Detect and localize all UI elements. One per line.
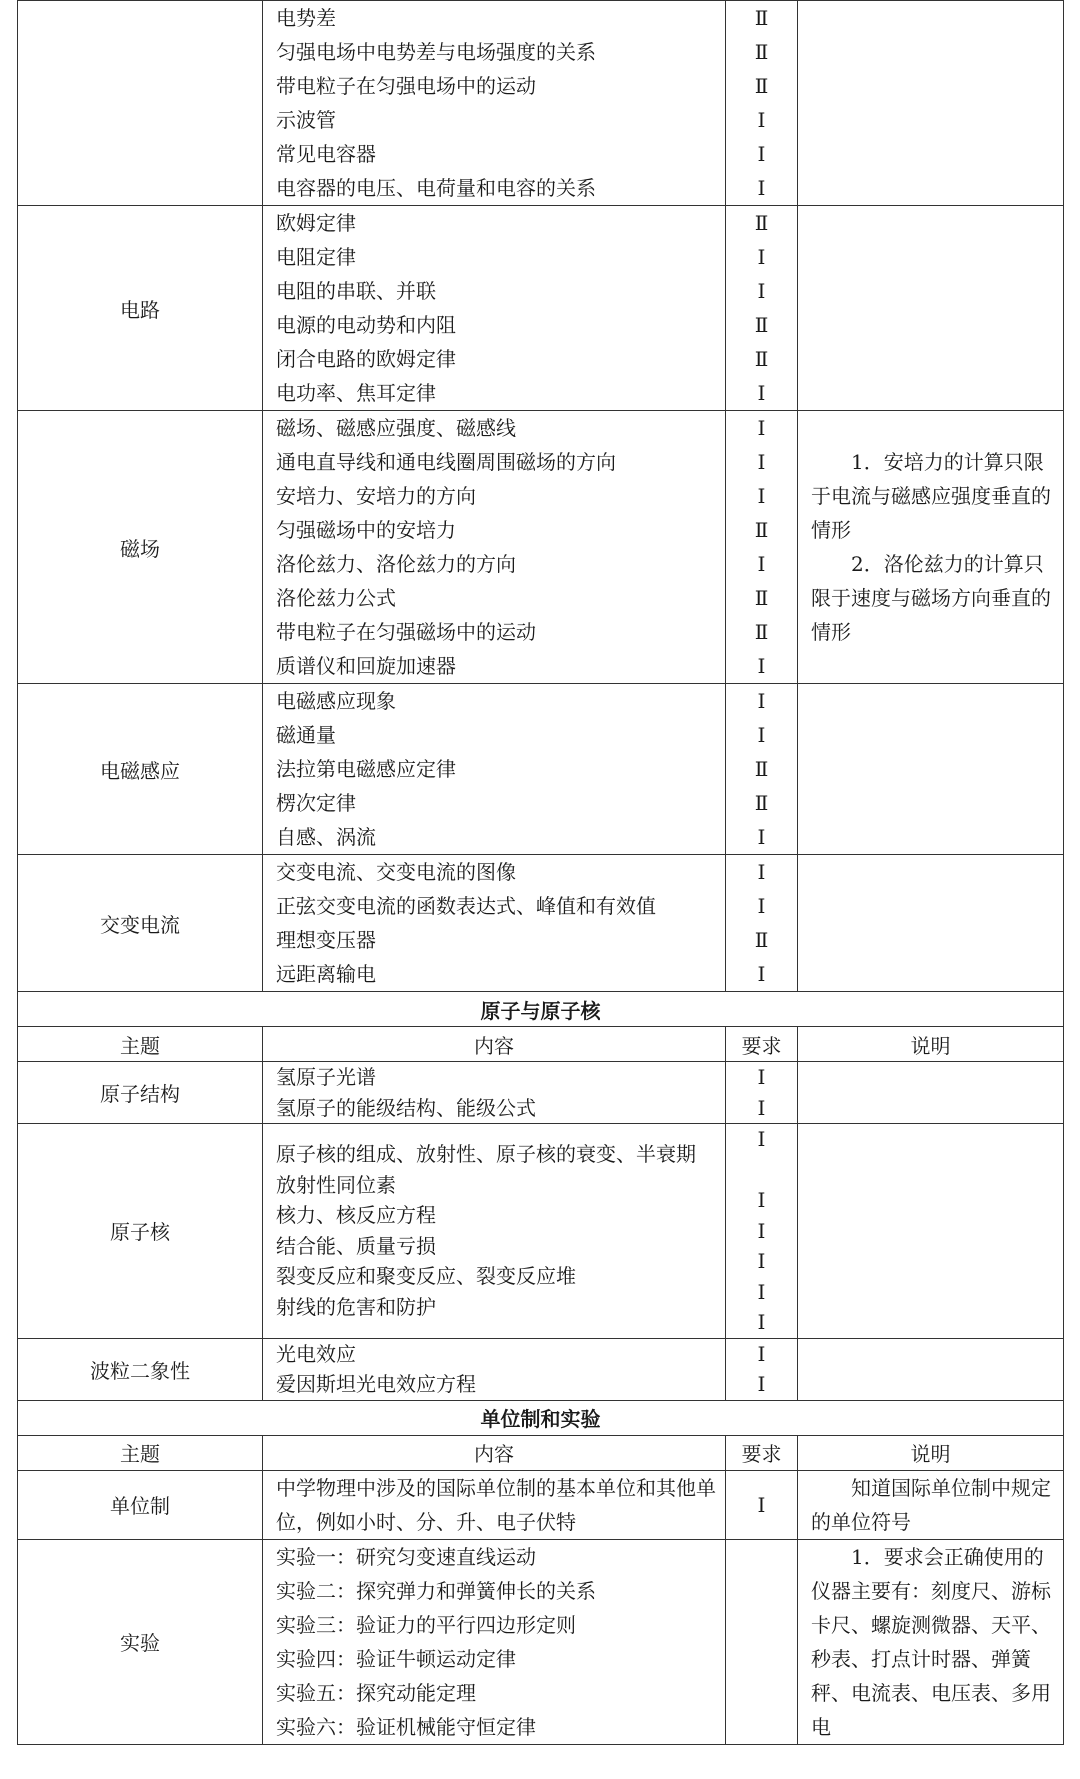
topic-cell: 单位制 (18, 1470, 263, 1539)
req-level: Ⅰ (757, 416, 766, 440)
content-line: 通电直导线和通电线圈周围磁场的方向 (276, 450, 616, 474)
content-line: 示波管 (276, 108, 336, 132)
req-level: Ⅰ (757, 381, 766, 405)
req-level: Ⅰ (757, 176, 766, 200)
group-magnetic (18, 411, 1064, 684)
content-line: 电功率、焦耳定律 (276, 381, 436, 405)
req-level: Ⅱ (754, 313, 769, 337)
content-line: 质谱仪和回旋加速器 (276, 654, 456, 678)
note-cell (798, 1124, 1064, 1339)
note-cell (798, 1338, 1064, 1400)
content-line: 正弦交变电流的函数表达式、峰值和有效值 (276, 894, 656, 918)
header-row (18, 1027, 1064, 1062)
req-level: Ⅰ (757, 1279, 766, 1304)
content-line: 闭合电路的欧姆定律 (276, 347, 456, 371)
content-line: 电磁感应现象 (276, 689, 396, 713)
req-level: Ⅰ (757, 962, 766, 986)
req-cell (726, 411, 798, 684)
header-note: 说明 (798, 1435, 1064, 1470)
topic-cell: 原子结构 (18, 1062, 263, 1124)
req-level: Ⅰ (757, 1188, 766, 1212)
topic-cell: 磁场 (18, 411, 263, 684)
req-level: Ⅰ (757, 1341, 766, 1366)
content-line: 带电粒子在匀强磁场中的运动 (276, 620, 536, 644)
req-level: Ⅰ (757, 654, 766, 678)
req-cell (726, 1539, 798, 1744)
content-line: 裂变反应和聚变反应、裂变反应堆 (276, 1264, 576, 1289)
content-line: 实验二：探究弹力和弹簧伸长的关系 (276, 1578, 596, 1603)
topic-cell (18, 1, 263, 206)
req-level: Ⅰ (757, 1095, 766, 1120)
req-level: Ⅰ (757, 1249, 766, 1273)
note-cell (798, 1062, 1064, 1124)
content-line: 实验一：研究匀变速直线运动 (276, 1544, 536, 1569)
req-cell (726, 1470, 798, 1539)
content-line: 交变电流、交变电流的图像 (276, 860, 516, 884)
content-cell (263, 1338, 726, 1400)
req-level: Ⅰ (757, 450, 766, 474)
header-req: 要求 (726, 1435, 798, 1470)
content-line: 电源的电动势和内阻 (276, 313, 456, 337)
header-content: 内容 (263, 1027, 726, 1062)
req-level: Ⅰ (757, 1492, 766, 1517)
req-level: Ⅰ (757, 245, 766, 269)
section-title: 原子与原子核 (18, 992, 1064, 1027)
topic-cell: 原子核 (18, 1124, 263, 1339)
req-level: Ⅱ (754, 211, 769, 235)
note-cell (798, 855, 1064, 992)
content-line: 中学物理中涉及的国际单位制的基本单位和其他单位，例如小时、分、升、电子伏特 (276, 1475, 716, 1534)
req-cell (726, 855, 798, 992)
req-level: Ⅰ (757, 1310, 766, 1334)
req-level: Ⅱ (754, 518, 769, 542)
header-req: 要求 (726, 1027, 798, 1062)
content-line: 自感、涡流 (276, 825, 376, 849)
content-cell (263, 684, 726, 855)
req-level: Ⅱ (754, 40, 769, 64)
content-line: 实验六：验证机械能守恒定律 (276, 1714, 536, 1739)
req-cell (726, 1, 798, 206)
req-cell (726, 206, 798, 411)
section-title: 单位制和实验 (18, 1400, 1064, 1435)
content-line: 磁通量 (276, 723, 336, 747)
content-line: 欧姆定律 (276, 211, 356, 235)
req-level: Ⅱ (754, 620, 769, 644)
note-cell (798, 1, 1064, 206)
content-line: 射线的危害和防护 (276, 1294, 436, 1319)
header-row (18, 1435, 1064, 1470)
content-line: 氢原子的能级结构、能级公式 (276, 1095, 536, 1120)
header-topic: 主题 (18, 1027, 263, 1062)
req-level: Ⅰ (757, 1065, 766, 1089)
content-line: 洛伦兹力公式 (276, 586, 396, 610)
content-cell (263, 1124, 726, 1339)
content-line: 实验四：验证牛顿运动定律 (276, 1646, 516, 1671)
req-cell (726, 684, 798, 855)
req-level: Ⅱ (754, 74, 769, 98)
req-cell (726, 1124, 798, 1339)
req-level: Ⅱ (754, 6, 769, 30)
content-line: 放射性同位素 (276, 1172, 396, 1197)
content-line: 核力、核反应方程 (276, 1203, 436, 1228)
content-line: 电阻的串联、并联 (276, 279, 436, 303)
header-note: 说明 (798, 1027, 1064, 1062)
req-cell (726, 1062, 798, 1124)
content-line: 常见电容器 (276, 142, 376, 166)
content-line: 电势差 (276, 6, 336, 30)
section-row-units (18, 1400, 1064, 1435)
header-topic: 主题 (18, 1435, 263, 1470)
content-line: 原子核的组成、放射性、原子核的衰变、半衰期 (276, 1142, 696, 1167)
topic-cell: 电路 (18, 206, 263, 411)
content-line: 磁场、磁感应强度、磁感线 (276, 416, 516, 440)
group-efield (18, 1, 1064, 206)
topic-cell: 交变电流 (18, 855, 263, 992)
req-level: Ⅰ (757, 723, 766, 747)
req-level: Ⅰ (757, 142, 766, 166)
group-duality (18, 1338, 1064, 1400)
req-level: Ⅰ (757, 1127, 766, 1151)
note-paragraph: 1．要求会正确使用的仪器主要有：刻度尺、游标卡尺、螺旋测微器、天平、秒表、打点计时器、弹簧秤、电流表、电压表、多用电 (811, 1544, 1051, 1739)
content-line: 安培力、安培力的方向 (276, 484, 476, 508)
req-level: Ⅱ (754, 586, 769, 610)
req-level: Ⅱ (754, 347, 769, 371)
req-level: Ⅰ (757, 825, 766, 849)
content-cell (263, 1470, 726, 1539)
req-level: Ⅰ (757, 279, 766, 303)
group-ac (18, 855, 1064, 992)
group-atom (18, 1062, 1064, 1124)
syllabus-page (17, 0, 1063, 1745)
content-line: 匀强电场中电势差与电场强度的关系 (276, 40, 596, 64)
req-level: Ⅰ (757, 1372, 766, 1396)
content-cell (263, 206, 726, 411)
content-line: 实验三：验证力的平行四边形定则 (276, 1612, 576, 1637)
content-line: 远距离输电 (276, 962, 376, 986)
group-unitsys (18, 1470, 1064, 1539)
note-cell (798, 684, 1064, 855)
note-paragraph: 2．洛伦兹力的计算只限于速度与磁场方向垂直的情形 (811, 552, 1051, 644)
content-line: 实验五：探究动能定理 (276, 1680, 476, 1705)
content-line: 光电效应 (276, 1341, 356, 1366)
group-experiment (18, 1539, 1064, 1744)
note-cell (798, 1470, 1064, 1539)
req-level: Ⅰ (757, 552, 766, 576)
group-induction (18, 684, 1064, 855)
content-line: 氢原子光谱 (276, 1065, 376, 1089)
content-line: 楞次定律 (276, 791, 356, 815)
group-nucleus (18, 1124, 1064, 1339)
content-line: 电容器的电压、电荷量和电容的关系 (276, 176, 596, 200)
topic-cell: 电磁感应 (18, 684, 263, 855)
req-level: Ⅰ (757, 894, 766, 918)
content-line: 带电粒子在匀强电场中的运动 (276, 74, 536, 98)
req-level: Ⅰ (757, 108, 766, 132)
topic-cell: 波粒二象性 (18, 1338, 263, 1400)
header-content: 内容 (263, 1435, 726, 1470)
content-line: 理想变压器 (276, 928, 376, 952)
note-cell (798, 411, 1064, 684)
note-paragraph: 1．安培力的计算只限于电流与磁感应强度垂直的情形 (811, 450, 1051, 542)
req-level: Ⅰ (757, 689, 766, 713)
content-line: 电阻定律 (276, 245, 356, 269)
content-line: 匀强磁场中的安培力 (276, 518, 456, 542)
req-level: Ⅱ (754, 757, 769, 781)
content-line: 爱因斯坦光电效应方程 (276, 1372, 476, 1396)
req-level: Ⅰ (757, 484, 766, 508)
req-level: Ⅰ (757, 1218, 766, 1243)
req-level: Ⅰ (757, 860, 766, 884)
content-line: 洛伦兹力、洛伦兹力的方向 (276, 552, 516, 576)
content-cell (263, 1, 726, 206)
topic-cell: 实验 (18, 1539, 263, 1744)
note-cell (798, 1539, 1064, 1744)
content-cell (263, 411, 726, 684)
group-circuit (18, 206, 1064, 411)
section-row-atomic (18, 992, 1064, 1027)
req-level: Ⅱ (754, 791, 769, 815)
req-level: Ⅱ (754, 928, 769, 952)
content-cell (263, 1062, 726, 1124)
note-paragraph: 知道国际单位制中规定的单位符号 (811, 1475, 1051, 1534)
content-cell (263, 1539, 726, 1744)
content-line: 结合能、质量亏损 (276, 1233, 436, 1258)
syllabus-table (17, 0, 1064, 1745)
note-cell (798, 206, 1064, 411)
req-cell (726, 1338, 798, 1400)
content-cell (263, 855, 726, 992)
content-line: 法拉第电磁感应定律 (276, 757, 456, 781)
